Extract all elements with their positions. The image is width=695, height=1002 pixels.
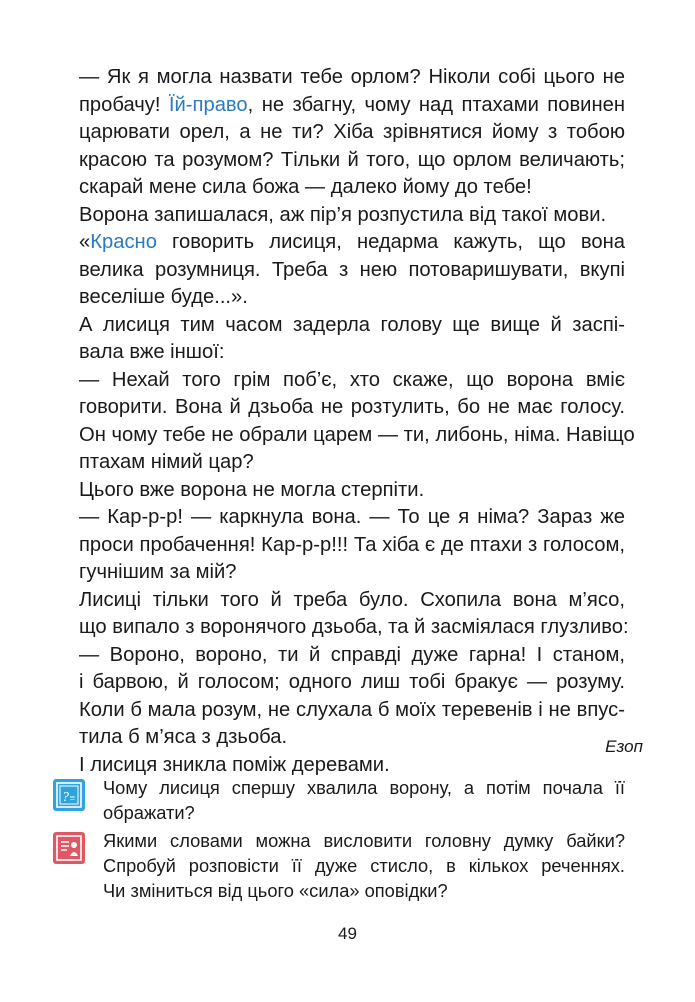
text-line: проси пробачення! Кар-р-р!!! Та хіба є де птахи з голосом, <box>79 533 625 556</box>
highlighted-word: Красно <box>90 231 157 253</box>
paragraph <box>53 587 629 642</box>
text-line: тила б м’яса з дзьоба. <box>79 726 288 748</box>
text-line: Чи зміниться від цього «сила» оповідки? <box>103 880 448 901</box>
paragraph <box>53 202 625 230</box>
text-line: І лисиця зникла поміж деревами. <box>79 753 390 776</box>
text-line: красою та розумом? Тільки й того, що орлом величають; <box>79 148 625 171</box>
svg-text:≡: ≡ <box>69 793 76 804</box>
text-line: Лисиці тільки того й треба було. Схопила вона м’ясо, <box>79 588 625 611</box>
text-line: — Вороно, вороно, ти й справді дуже гарна! І станом, <box>79 643 625 666</box>
text-line: говорити. Вона й дзьоба не розтулить, бо не має голосу. <box>79 396 625 418</box>
text-line: Чому лисиця спершу хвалила ворону, а потім почала її <box>103 777 625 798</box>
paragraph <box>53 477 625 505</box>
text-line: — Кар-р-р! — каркнула вона. — То це я німа? Зараз же <box>79 506 625 528</box>
text-line: гучнішим за мій? <box>79 561 237 583</box>
paragraph <box>53 367 635 477</box>
svg-text:?: ? <box>62 790 69 805</box>
task-text <box>103 828 625 903</box>
question-icon <box>53 779 85 811</box>
retell-icon <box>53 832 85 864</box>
paragraph <box>53 229 625 312</box>
text-line: А лисиця тим часом задерла голову ще вище й заспі- <box>79 313 625 336</box>
author-name: Езоп <box>605 737 643 756</box>
paragraph <box>53 312 625 367</box>
story-text <box>53 64 635 779</box>
text-line: Ворона запишалася, аж пір’я розпустила від такої мови. <box>79 203 607 226</box>
text-line: Коли б мала розум, не слухала б моїх теревенів і не впус- <box>79 698 625 721</box>
page-number: 49 <box>338 924 357 943</box>
text-line: пробачу! Їй-право, не збагну, чому над птахами повинен <box>79 93 625 116</box>
text-line: веселіше буде...». <box>79 286 248 308</box>
highlighted-word: Їй-право <box>168 93 248 116</box>
question-block <box>53 775 625 825</box>
task-block <box>53 828 625 903</box>
text-line: Спробуй розповісти її дуже стисло, в кількох реченнях. <box>103 855 625 876</box>
paragraph <box>53 504 625 587</box>
text-line: птахам німий цар? <box>79 451 254 473</box>
text-line: вала вже іншої: <box>79 341 225 363</box>
text-line: і барвою, й голосом; одного лиш тобі бракує — розуму. <box>79 671 625 693</box>
text-line: «Красно говорить лисиця, недарма кажуть, що вона <box>79 231 625 253</box>
text-line: що випало з воронячого дзьоба, та й засміялася глузливо: <box>79 616 629 638</box>
text-line: скарай мене сила божа — далеко йому до тебе! <box>79 176 532 198</box>
text-line: — Як я могла назвати тебе орлом? Ніколи собі цього не <box>79 66 625 88</box>
text-line: царювати орел, а не ти? Хіба зрівнятися йому з тобою <box>79 121 625 143</box>
paragraph <box>53 642 625 752</box>
text-line: Он чому тебе не обрали царем — ти, либонь, німа. Навіщо <box>79 423 635 446</box>
text-line: велика розумниця. Треба з нею потоваришувати, вкупі <box>79 258 625 281</box>
text-line: Цього вже ворона не могла стерпіти. <box>79 478 425 501</box>
text-line: ображати? <box>103 802 195 823</box>
text-line: Якими словами можна висловити головну думку байки? <box>103 830 625 851</box>
question-text <box>103 775 625 825</box>
text-line: — Нехай того грім поб’є, хто скаже, що ворона вміє <box>79 368 625 391</box>
paragraph <box>53 64 625 202</box>
